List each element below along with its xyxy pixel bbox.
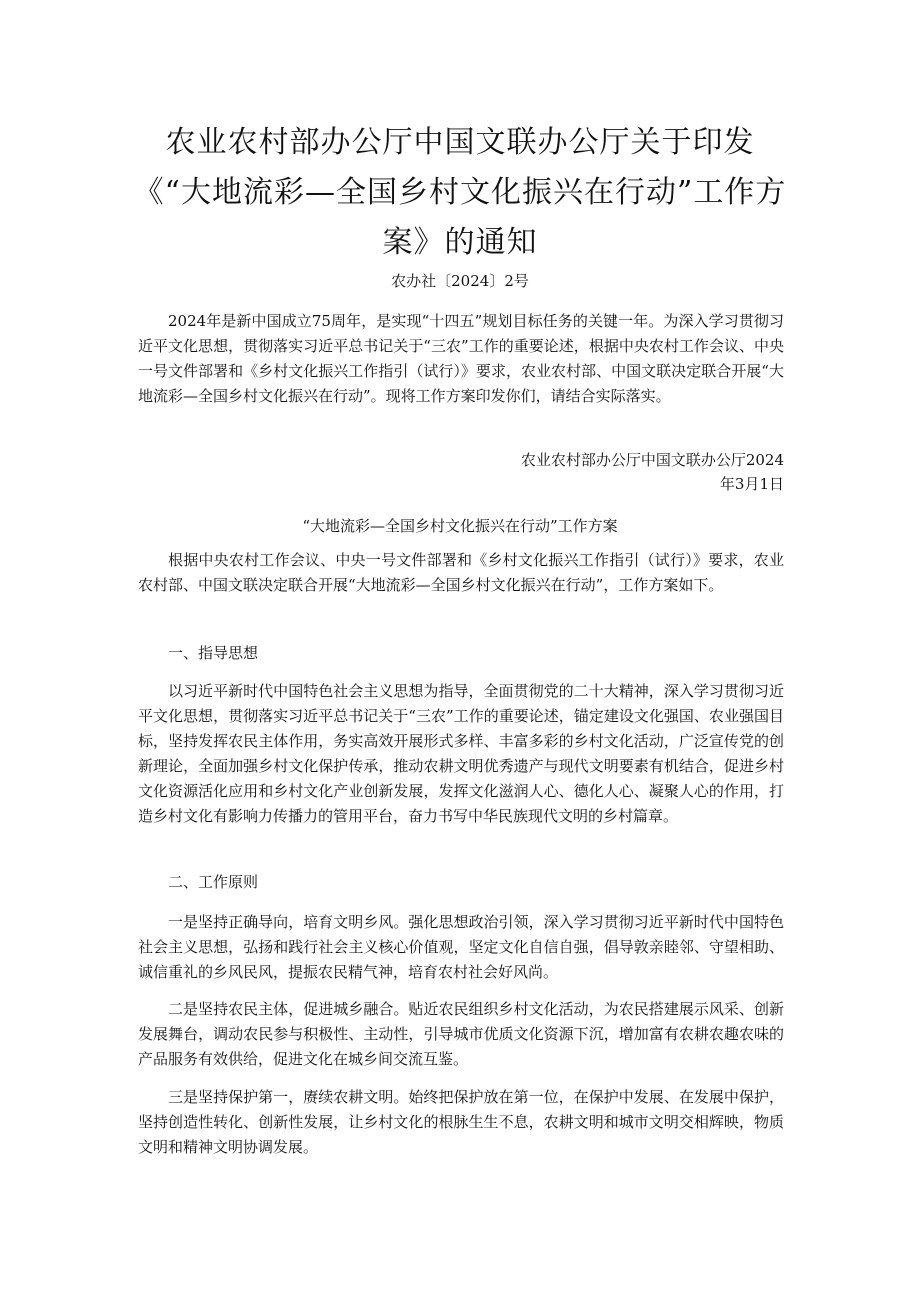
principle-1-paragraph: 一是坚持正确导向，培育文明乡风。强化思想政治引领，深入学习贯彻习近平新时代中国特色社会主义思想，弘扬和践行社会主义核心价值观，坚定文化自信自强，倡导敦亲睦邻、守望相助、诚信重礼的乡风民风，提振农民精气神，培育农村社会好风尚。 [138, 913, 784, 981]
principle-2-paragraph: 二是坚持农民主体，促进城乡融合。贴近农民组织乡村文化活动，为农民搭建展示风采、创新发展舞台，调动农民参与积极性、主动性，引导城市优质文化资源下沉，增加富有农耕农趣农味的产品服务有效供给，促进文化在城乡间交流互鉴。 [138, 1000, 784, 1068]
signature-issuer: 农业农村部办公厅中国文联办公厅2024 [520, 451, 784, 469]
document-title: 农业农村部办公厅中国文联办公厅关于印发《“大地流彩—全国乡村文化振兴在行动”工作方案》的通知 [133, 125, 787, 260]
principle-3-paragraph: 三是坚持保护第一，赓续农耕文明。始终把保护放在第一位，在保护中发展、在发展中保护，坚持创造性转化、创新性发展，让乡村文化的根脉生生不息，农耕文明和城市文明交相辉映，物质文明和精神文明协调发展。 [138, 1088, 784, 1156]
document-number: 农办社〔2024〕2号 [391, 272, 529, 290]
signature-date: 年3月1日 [719, 475, 784, 493]
guiding-ideology-paragraph: 以习近平新时代中国特色社会主义思想为指导，全面贯彻党的二十大精神，深入学习贯彻习近平文化思想，贯彻落实习近平总书记关于“三农”工作的重要论述，锚定建设文化强国、农业强国目标，坚持发挥农民主体作用，务实高效开展形式多样、丰富多彩的乡村文化活动，广泛宣传党的创新理论，全面加强乡村文化保护传承，推动农耕文明优秀遗产与现代文明要素有机结合，促进乡村文化资源活化应用和乡村文化产业创新发展，发挥文化滋润人心、德化人心、凝聚人心的作用，打造乡村文化有影响力传播力的管用平台，奋力书写中华民族现代文明的乡村篇章。 [138, 682, 784, 825]
section-heading-guiding-ideology: 一、指导思想 [168, 644, 259, 662]
plan-intro-paragraph: 根据中央农村工作会议、中央一号文件部署和《乡村文化振兴工作指引（试行）》要求，农业农村部、中国文联决定联合开展“大地流彩—全国乡村文化振兴在行动”，工作方案如下。 [138, 551, 784, 594]
section-heading-work-principles: 二、工作原则 [168, 873, 259, 891]
plan-title: “大地流彩—全国乡村文化振兴在行动”工作方案 [302, 517, 618, 535]
intro-paragraph: 2024年是新中国成立75周年，是实现“十四五”规划目标任务的关键一年。为深入学习贯彻习近平文化思想，贯彻落实习近平总书记关于“三农”工作的重要论述，根据中央农村工作会议、中央一号文件部署和《乡村文化振兴工作指引（试行）》要求，农业农村部、中国文联决定联合开展“大地流彩—全国乡村文化振兴在行动”。现将工作方案印发你们，请结合实际落实。 [138, 312, 784, 405]
signature-block [478, 448, 784, 496]
